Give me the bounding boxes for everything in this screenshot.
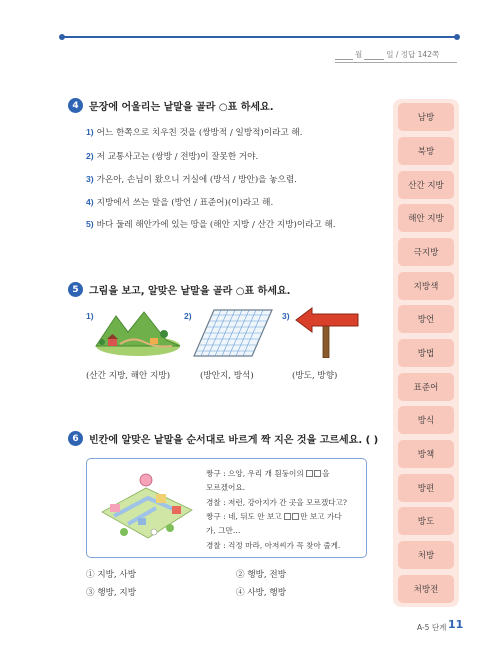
word-bank-item: 방식: [398, 406, 454, 434]
pic-2-caption: (방안지, 방석): [200, 371, 254, 381]
q6-prompt: 빈칸에 알맞은 낱말을 순서대로 바르게 짝 지은 것을 고르세요. ( ): [89, 435, 379, 446]
q5-heading: [68, 282, 290, 297]
word-bank-item: 극지방: [398, 238, 454, 266]
pic-1-number: 1): [86, 311, 94, 321]
page-number: 11: [448, 618, 464, 631]
date-line: [335, 49, 457, 60]
direction-sign-icon: [292, 306, 362, 358]
dialogue-line-1: 짱구 : 으앙, 우리 개 흰둥이의 을: [206, 469, 330, 478]
option-4[interactable]: ④ 사방, 행방: [236, 588, 286, 598]
day-blank: [364, 51, 384, 60]
month-blank: [335, 51, 353, 60]
word-bank-item: 방도: [398, 507, 454, 535]
top-rule: [62, 36, 457, 38]
q6-number: 6: [68, 431, 83, 446]
word-bank-item: 북방: [398, 137, 454, 165]
q4-item-5: 5) 바다 둘레 해안가에 있는 땅을 (해안 지방 / 산간 지방)이라고 해.: [86, 219, 336, 230]
unit-label: A-5 단계: [417, 623, 447, 632]
pic-2-number: 2): [184, 311, 192, 321]
q4-prompt: 문장에 어울리는 낱말을 골라 ○표 하세요.: [89, 102, 274, 113]
dialogue-line-3: 경찰 : 저런, 강아지가 간 곳을 모르겠다고?: [206, 498, 347, 507]
month-label: 월: [355, 50, 363, 59]
grid-paper-icon: [192, 308, 274, 358]
q4-item-2: 2) 저 교통사고는 (쌍방 / 전방)이 잘못한 거야.: [86, 151, 259, 162]
town-map-icon: [94, 466, 198, 550]
q5-prompt: 그림을 보고, 알맞은 낱말을 골라 ○표 하세요.: [89, 286, 291, 297]
word-bank-item: 남방: [398, 103, 454, 131]
option-2[interactable]: ② 행방, 전방: [236, 570, 286, 580]
mountain-village-icon: [94, 306, 182, 358]
pic-3-caption: (방도, 방향): [292, 371, 338, 381]
word-bank-item: 지방색: [398, 272, 454, 300]
word-bank-item: 처방전: [398, 575, 454, 603]
q5-number: 5: [68, 282, 83, 297]
q4-heading: [68, 98, 274, 113]
q4-item-3: 3) 가온아, 손님이 왔으니 거실에 (방석 / 방안)을 놓으렴.: [86, 174, 297, 185]
q4-item-1: 1) 어느 한쪽으로 치우친 것을 (쌍방적 / 일방적)이라고 해.: [86, 127, 303, 138]
dialogue-line-6: 경찰 : 걱정 마라, 아저씨가 꼭 찾아 줄게.: [206, 541, 341, 550]
word-bank-item: 방편: [398, 474, 454, 502]
word-bank-item: 방책: [398, 440, 454, 468]
pic-1-caption: (산간 지방, 해안 지방): [86, 371, 171, 381]
word-bank-item: 해안 지방: [398, 204, 454, 232]
q6-heading: [68, 431, 378, 446]
dialogue-line-4: 짱구 : 네, 뒤도 안 보고 만 보고 가다: [206, 512, 342, 521]
q4-item-4: 4) 지방에서 쓰는 말을 (방언 / 표준어)(이)라고 해.: [86, 197, 274, 208]
pic-3-number: 3): [282, 311, 290, 321]
word-bank-item: 방언: [398, 305, 454, 333]
option-1[interactable]: ① 지방, 사방: [86, 570, 136, 580]
day-answer-label: 일 / 정답 142쪽: [386, 50, 440, 59]
date-rule: [335, 62, 457, 63]
word-bank-item: 방법: [398, 339, 454, 367]
dialogue-line-2: 모르겠어요.: [206, 483, 246, 492]
option-3[interactable]: ③ 행방, 지방: [86, 588, 136, 598]
word-bank-item: 산간 지방: [398, 171, 454, 199]
dialogue-line-5: 가, 그만…: [206, 526, 241, 535]
word-bank-item: 표준어: [398, 373, 454, 401]
q4-number: 4: [68, 98, 83, 113]
word-bank-item: 처방: [398, 541, 454, 569]
